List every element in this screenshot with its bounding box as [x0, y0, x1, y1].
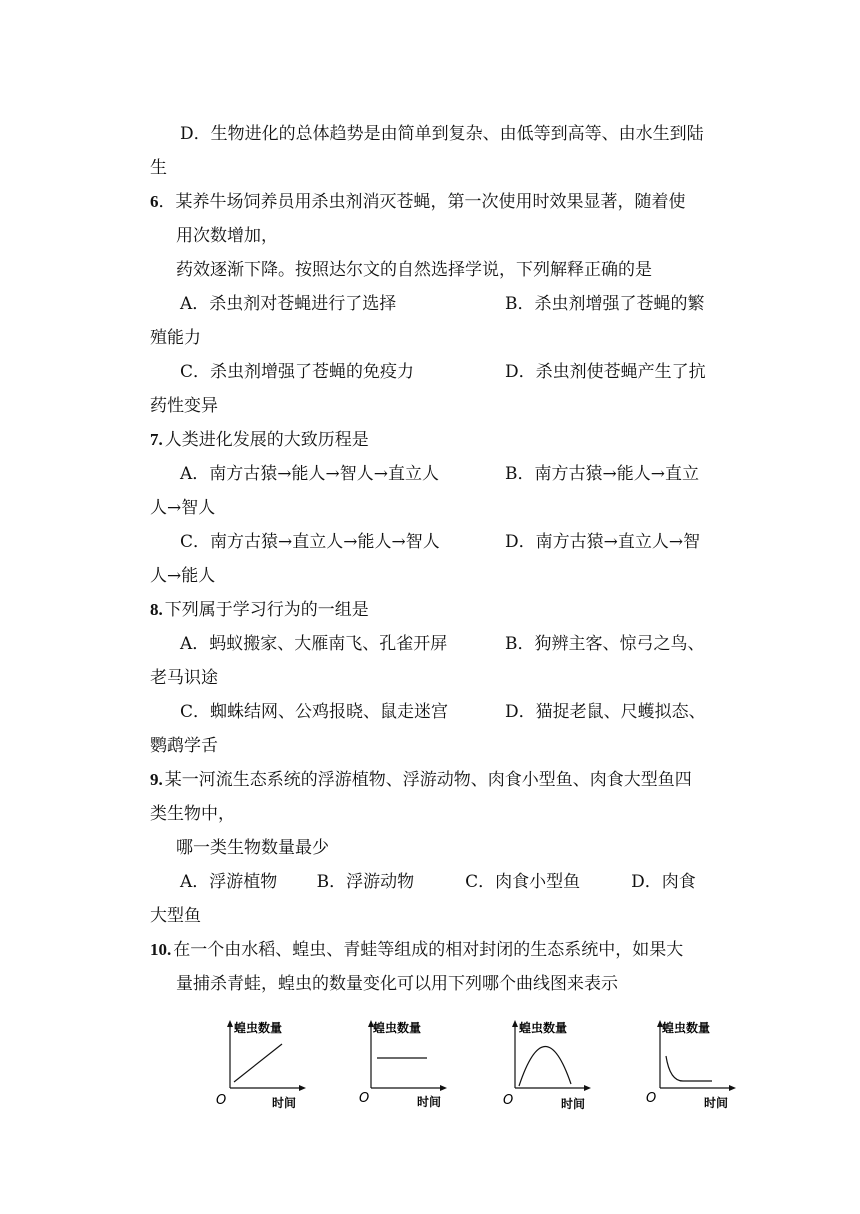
graph-a-y-arrow — [227, 1020, 233, 1027]
q6-number: 6 — [150, 192, 159, 211]
graph-c-svg — [497, 1010, 627, 1120]
graph-a-x-arrow — [299, 1085, 306, 1091]
q7-option-b-line1: B．南方古猿→能人→直立 — [505, 464, 699, 484]
q10-stem-line2: 量捕杀青蛙，蝗虫的数量变化可以用下列哪个曲线图来表示 — [176, 974, 618, 994]
graph-d-origin: O — [646, 1091, 657, 1106]
q5-option-d-line1: D．生物进化的总体趋势是由简单到复杂、由低等到高等、由水生到陆 — [180, 124, 704, 144]
q6-stem-text1: 某养牛场饲养员用杀虫剂消灭苍蝇，第一次使用时效果显著，随着使 — [175, 192, 686, 212]
q10-curve-diagrams — [200, 1010, 760, 1120]
q10-graph-d — [642, 1010, 772, 1120]
q8-option-b-line1: B．狗辨主客、惊弓之鸟、 — [505, 634, 705, 654]
graph-d-ylabel: 蝗虫数量 — [662, 1021, 711, 1035]
q6-option-d-line2: 药性变异 — [150, 396, 218, 416]
q7-number: 7. — [150, 430, 163, 449]
q9-stem-text1: 某一河流生态系统的浮游植物、浮游动物、肉食小型鱼、肉食大型鱼四 — [164, 770, 692, 790]
q10-graph-c — [497, 1010, 627, 1120]
graph-a-origin: O — [216, 1093, 227, 1108]
q7-stem — [150, 428, 369, 452]
graph-d-xlabel: 时间 — [704, 1096, 729, 1110]
q6-option-b-line1: B．杀虫剂增强了苍蝇的繁 — [505, 294, 705, 314]
q8-option-c: C．蜘蛛结网、公鸡报晓、鼠走迷宫 — [180, 702, 449, 722]
graph-c-origin: O — [503, 1093, 514, 1108]
q6-option-b-line2: 殖能力 — [150, 328, 201, 348]
q6-number-dot: ． — [158, 192, 176, 212]
q10-stem-text1: 在一个由水稻、蝗虫、青蛙等组成的相对封闭的生态系统中，如果大 — [173, 940, 684, 960]
graph-a-svg — [210, 1010, 340, 1120]
graph-b-x-arrow — [440, 1085, 447, 1091]
q8-option-d-line2: 鹦鹉学舌 — [150, 736, 218, 756]
q6-option-c: C．杀虫剂增强了苍蝇的免疫力 — [180, 362, 415, 382]
graph-d-svg — [642, 1010, 772, 1120]
graph-c-xlabel: 时间 — [561, 1097, 586, 1111]
q8-option-a: A．蚂蚁搬家、大雁南飞、孔雀开屏 — [180, 634, 448, 654]
q9-options-line2: 大型鱼 — [150, 906, 201, 926]
q10-number: 10. — [150, 940, 172, 959]
q6-stem-line3: 药效逐渐下降。按照达尔文的自然选择学说，下列解释正确的是 — [176, 260, 652, 280]
q7-option-b-line2: 人→智人 — [150, 498, 216, 518]
q6-option-a: A．杀虫剂对苍蝇进行了选择 — [180, 294, 397, 314]
q9-stem-line1 — [150, 768, 692, 792]
q7-option-d-line2: 人→能人 — [150, 566, 216, 586]
q8-number: 8. — [150, 600, 163, 619]
graph-c-y-arrow — [512, 1020, 518, 1027]
graph-d-x-arrow — [729, 1085, 736, 1091]
q9-number: 9. — [150, 770, 163, 789]
graph-b-xlabel: 时间 — [417, 1095, 442, 1109]
q10-graph-a — [210, 1010, 340, 1120]
q8-option-d-line1: D．猫捉老鼠、尺蠖拟态、 — [505, 702, 706, 722]
q7-stem-text: 人类进化发展的大致历程是 — [164, 430, 369, 450]
graph-c-curve — [519, 1046, 571, 1086]
q9-options-line1: A．浮游植物 B．浮游动物 C．肉食小型鱼 D．肉食 — [180, 872, 696, 892]
q8-option-b-line2: 老马识途 — [150, 668, 218, 688]
graph-a-curve — [234, 1044, 282, 1082]
graph-a-ylabel: 蝗虫数量 — [234, 1021, 283, 1035]
graph-b-origin: O — [359, 1091, 370, 1106]
q10-graph-b — [353, 1010, 483, 1120]
q5-option-d-line2: 生 — [150, 158, 167, 178]
q8-stem — [150, 598, 369, 622]
q7-option-a: A．南方古猿→能人→智人→直立人 — [180, 464, 440, 484]
graph-c-ylabel: 蝗虫数量 — [519, 1021, 568, 1035]
q7-option-d-line1: D．南方古猿→直立人→智 — [505, 532, 701, 552]
q6-option-d-line1: D．杀虫剂使苍蝇产生了抗 — [505, 362, 706, 382]
q9-stem-line2: 类生物中， — [150, 804, 235, 824]
q9-stem-line3: 哪一类生物数量最少 — [176, 838, 329, 858]
graph-a-xlabel: 时间 — [272, 1096, 297, 1110]
q7-option-c: C．南方古猿→直立人→能人→智人 — [180, 532, 440, 552]
q10-stem-line1 — [150, 938, 683, 962]
graph-b-ylabel: 蝗虫数量 — [373, 1021, 422, 1035]
graph-c-x-arrow — [584, 1085, 591, 1091]
q6-stem-line1 — [150, 190, 686, 214]
graph-b-svg — [353, 1010, 483, 1120]
q6-stem-line2: 用次数增加， — [176, 226, 278, 246]
q8-stem-text: 下列属于学习行为的一组是 — [164, 600, 369, 620]
graph-d-curve — [666, 1056, 712, 1081]
